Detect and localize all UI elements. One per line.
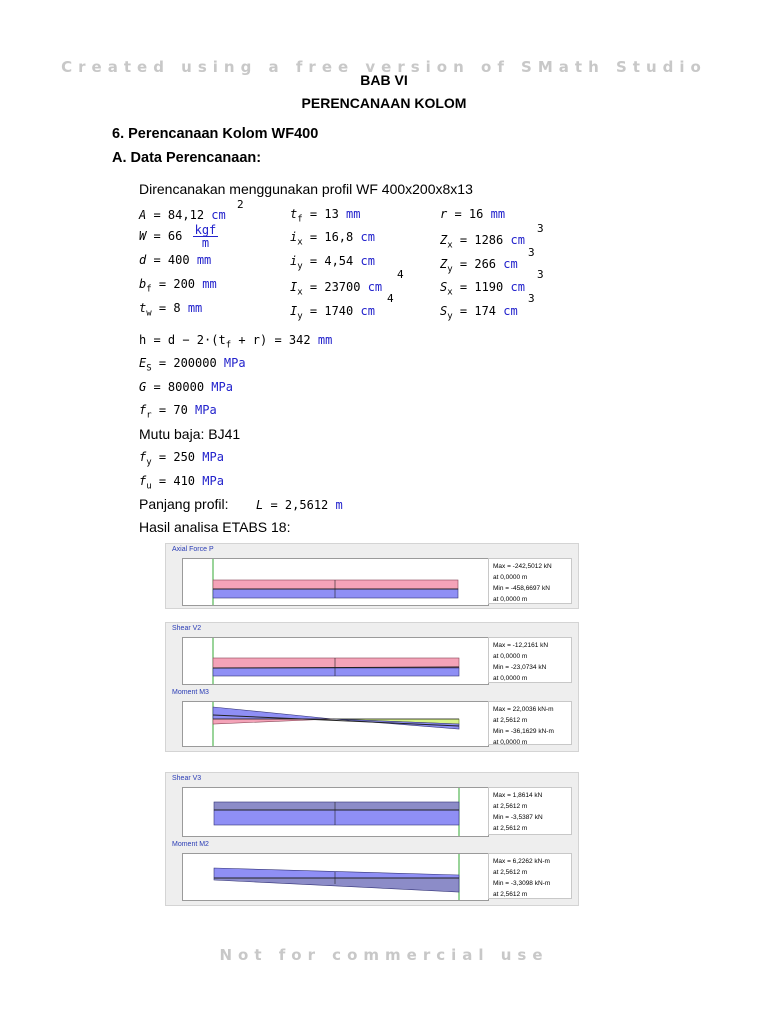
- diagram-plot: [182, 701, 489, 747]
- panel-title: Shear V3: [172, 775, 202, 782]
- param-Zx: $Z_x = 1286$ cm: [440, 233, 525, 251]
- etabs-panel-axial-force: [165, 543, 579, 609]
- formula-fu: $f_u = 410$ MPa: [139, 474, 224, 492]
- panel-title: Shear V2: [172, 625, 202, 632]
- param-ix: $i_x = 16,8$ cm: [290, 230, 375, 248]
- panel-title: Moment M2: [172, 841, 209, 848]
- param-bf: $b_f = 200$ mm: [139, 277, 217, 295]
- mutu-baja-text: Mutu baja: BJ41: [139, 426, 241, 442]
- param-Iy: $I_y = 1740$ cm: [290, 304, 375, 322]
- param-Sx: $S_x = 1190$ cm: [440, 280, 525, 298]
- param-A-exponent: 2: [237, 198, 244, 211]
- panjang-profil-label: Panjang profil:: [139, 496, 229, 512]
- param-A: A = 84,12 cm: [139, 208, 226, 222]
- moment-m3-diagram: [183, 702, 488, 746]
- watermark-top: Created using a free version of SMath Studio: [61, 58, 707, 76]
- param-Ix: $I_x = 23700$ cm: [290, 280, 383, 298]
- param-d: d = 400 mm: [139, 253, 212, 267]
- param-Ix-exponent: 4: [397, 268, 404, 281]
- param-W: W = 66 $\frac{\text{kgf}}{m}$: [139, 223, 217, 250]
- formula-G: G = 80000 MPa: [139, 380, 233, 394]
- axial-force-diagram: [183, 559, 488, 605]
- panel-title: Axial Force P: [172, 546, 214, 553]
- diagram-plot: [182, 637, 489, 685]
- watermark-bottom: Not for commercial use: [219, 946, 549, 964]
- subsection-heading: A. Data Perencanaan:: [112, 150, 262, 166]
- etabs-panel-shear-v3-moment-m2: [165, 772, 579, 906]
- param-Zy-exponent: 3: [528, 246, 535, 259]
- section-heading: 6. Perencanaan Kolom WF400: [112, 126, 319, 142]
- param-iy: $i_y = 4,54$ cm: [290, 254, 375, 272]
- param-tw: $t_w = 8$ mm: [139, 301, 203, 319]
- shear-v3-diagram: [183, 788, 488, 836]
- param-Zx-exponent: 3: [537, 222, 544, 235]
- param-r: r = 16 mm: [440, 207, 506, 221]
- hasil-analisa-label: Hasil analisa ETABS 18:: [139, 519, 291, 535]
- intro-text: Direncanakan menggunakan profil WF 400x200x8x13: [139, 181, 473, 197]
- shear-v2-diagram: [183, 638, 488, 684]
- formula-L: L = 2,5612 m: [256, 498, 343, 512]
- result-info-box: Max = 1,8614 kN at 2,5612 m Min = -3,5387 kN at 2,5612 m: [488, 787, 572, 835]
- panel-title: Moment M3: [172, 689, 209, 696]
- formula-Es: $E_S = 200000$ MPa: [139, 356, 246, 374]
- formula-h: $h = d - 2\cdot(t_f + r) = 342$ mm: [139, 333, 333, 351]
- param-Sy-exponent: 3: [528, 292, 535, 305]
- diagram-plot: [182, 853, 489, 901]
- result-info-box: Max = -242,5012 kN at 0,0000 m Min = -458,6697 kN at 0,0000 m: [488, 558, 572, 604]
- formula-fy: $f_y = 250$ MPa: [139, 450, 224, 468]
- diagram-plot: [182, 787, 489, 837]
- diagram-plot: [182, 558, 489, 606]
- result-info-box: Max = 22,0036 kN-m at 2,5612 m Min = -36,1629 kN-m at 0,0000 m: [488, 701, 572, 745]
- chapter-title: PERENCANAAN KOLOM: [301, 95, 467, 111]
- etabs-panel-shear-v2-moment-m3: [165, 622, 579, 752]
- param-Sx-exponent: 3: [537, 268, 544, 281]
- param-Sy: $S_y = 174$ cm: [440, 304, 518, 322]
- param-Zy: $Z_y = 266$ cm: [440, 257, 518, 275]
- moment-m2-diagram: [183, 854, 488, 900]
- chapter-heading: BAB VI: [360, 72, 408, 88]
- result-info-box: Max = -12,2161 kN at 0,0000 m Min = -23,0734 kN at 0,0000 m: [488, 637, 572, 683]
- result-info-box: Max = 6,2262 kN-m at 2,5612 m Min = -3,3098 kN-m at 2,5612 m: [488, 853, 572, 899]
- param-tf: $t_f = 13$ mm: [290, 207, 361, 225]
- param-Iy-exponent: 4: [387, 292, 394, 305]
- formula-fr: $f_r = 70$ MPa: [139, 403, 217, 421]
